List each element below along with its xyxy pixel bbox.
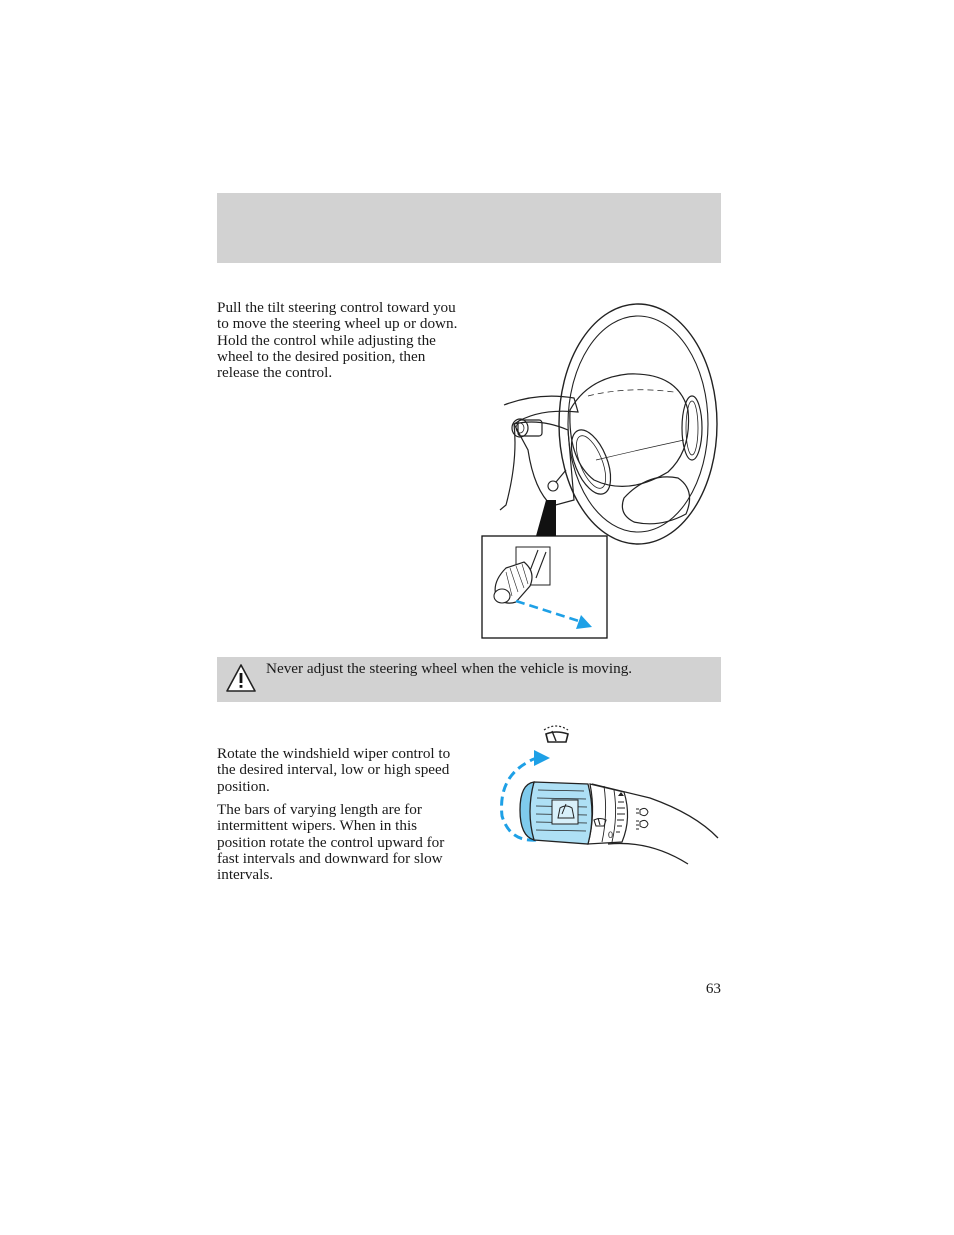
dashboard-outline	[500, 396, 578, 510]
headlamp-icon	[636, 808, 648, 829]
tilt-lever-knob	[548, 481, 558, 491]
warning-triangle-icon	[225, 663, 257, 693]
steering-wheel-rim-outer	[559, 304, 717, 544]
rotation-arrowhead	[534, 750, 550, 766]
wiper-control-illustration	[490, 718, 722, 868]
washer-symbol-panel	[552, 800, 578, 824]
wiper-interval-note: The bars of varying length are for intermittent wipers. When in this position rotate the control upward for fast intervals and downward for slow intervals.	[217, 801, 445, 884]
warning-banner	[217, 657, 721, 702]
steering-wheel-illustration	[478, 300, 720, 640]
windshield-wiper-icon	[544, 726, 568, 742]
steering-wheel-rim-inner	[568, 316, 708, 532]
page-number: 63	[705, 980, 721, 997]
steering-wheel-hub	[570, 374, 689, 487]
callout-pointer	[536, 500, 556, 536]
bottom-spoke	[622, 477, 689, 524]
column-housing	[514, 422, 574, 506]
right-spoke	[682, 396, 702, 460]
off-marker: 0	[608, 830, 614, 840]
wiper-rotate-instruction: Rotate the windshield wiper control to the desired interval, low or high speed position.	[217, 745, 451, 795]
section-header-band	[217, 193, 721, 263]
tilt-steering-instruction: Pull the tilt steering control toward you to move the steering wheel up or down. Hold the control while adjusting the wheel to the desired position, then release the control.	[217, 299, 458, 382]
warning-text: Never adjust the steering wheel when the vehicle is moving.	[266, 660, 633, 677]
